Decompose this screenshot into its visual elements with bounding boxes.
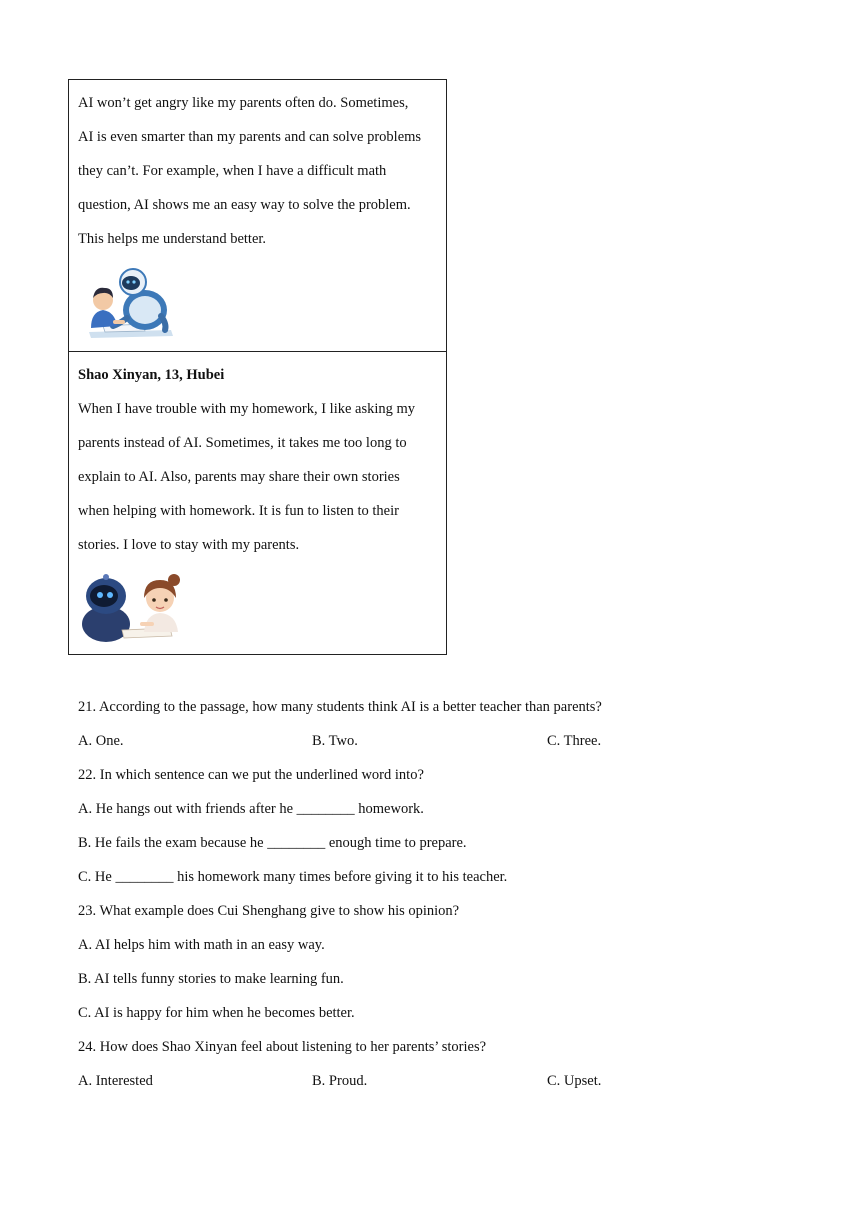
question-21-options (78, 724, 798, 758)
boy-and-robot-illustration (83, 266, 175, 340)
passage-table (68, 79, 447, 655)
robot-and-girl-illustration (78, 570, 190, 642)
text-line: AI is even smarter than my parents and can solve problems (78, 129, 422, 145)
option-c: C. AI is happy for him when he becomes better. (78, 1005, 355, 1021)
text-line: they can’t. For example, when I have a difficult math (78, 163, 387, 179)
question-22-stem: 22. In which sentence can we put the underlined word into? (78, 767, 424, 783)
text-line: parents instead of AI. Sometimes, it takes me too long to (78, 435, 407, 451)
option-b: B. Two. (312, 733, 358, 749)
question-23-stem: 23. What example does Cui Shenghang give to show his opinion? (78, 903, 460, 919)
option-a: A. Interested (78, 1073, 153, 1089)
option-a: A. AI helps him with math in an easy way. (78, 937, 325, 953)
passage-cell-2 (69, 351, 446, 655)
option-b: B. Proud. (312, 1073, 368, 1089)
question-21-stem: 21. According to the passage, how many students think AI is a better teacher than parents? (78, 699, 602, 715)
question-24-stem: 24. How does Shao Xinyan feel about listening to her parents’ stories? (78, 1039, 487, 1055)
text-line: AI won’t get angry like my parents often do. Sometimes, (78, 95, 409, 111)
text-line: This helps me understand better. (78, 231, 267, 247)
option-a: A. He hangs out with friends after he ________ homework. (78, 801, 424, 817)
passage-cell-1-text (78, 80, 437, 256)
text-line: stories. I love to stay with my parents. (78, 537, 300, 553)
option-c: C. He ________ his homework many times before giving it to his teacher. (78, 869, 508, 885)
author-name: Shao Xinyan, 13, Hubei (78, 367, 225, 383)
option-a: A. One. (78, 733, 124, 749)
option-b: B. AI tells funny stories to make learning fun. (78, 971, 344, 987)
text-line: explain to AI. Also, parents may share their own stories (78, 469, 400, 485)
option-c: C. Upset. (547, 1073, 602, 1089)
text-line: question, AI shows me an easy way to solve the problem. (78, 197, 411, 213)
text-line: When I have trouble with my homework, I like asking my (78, 401, 416, 417)
passage-cell-1 (69, 80, 446, 351)
question-24-options (78, 1064, 798, 1098)
option-b: B. He fails the exam because he ________ enough time to prepare. (78, 835, 467, 851)
passage-cell-2-text (78, 392, 437, 562)
text-line: when helping with homework. It is fun to listen to their (78, 503, 399, 519)
questions-section (78, 690, 798, 1098)
option-c: C. Three. (547, 733, 602, 749)
